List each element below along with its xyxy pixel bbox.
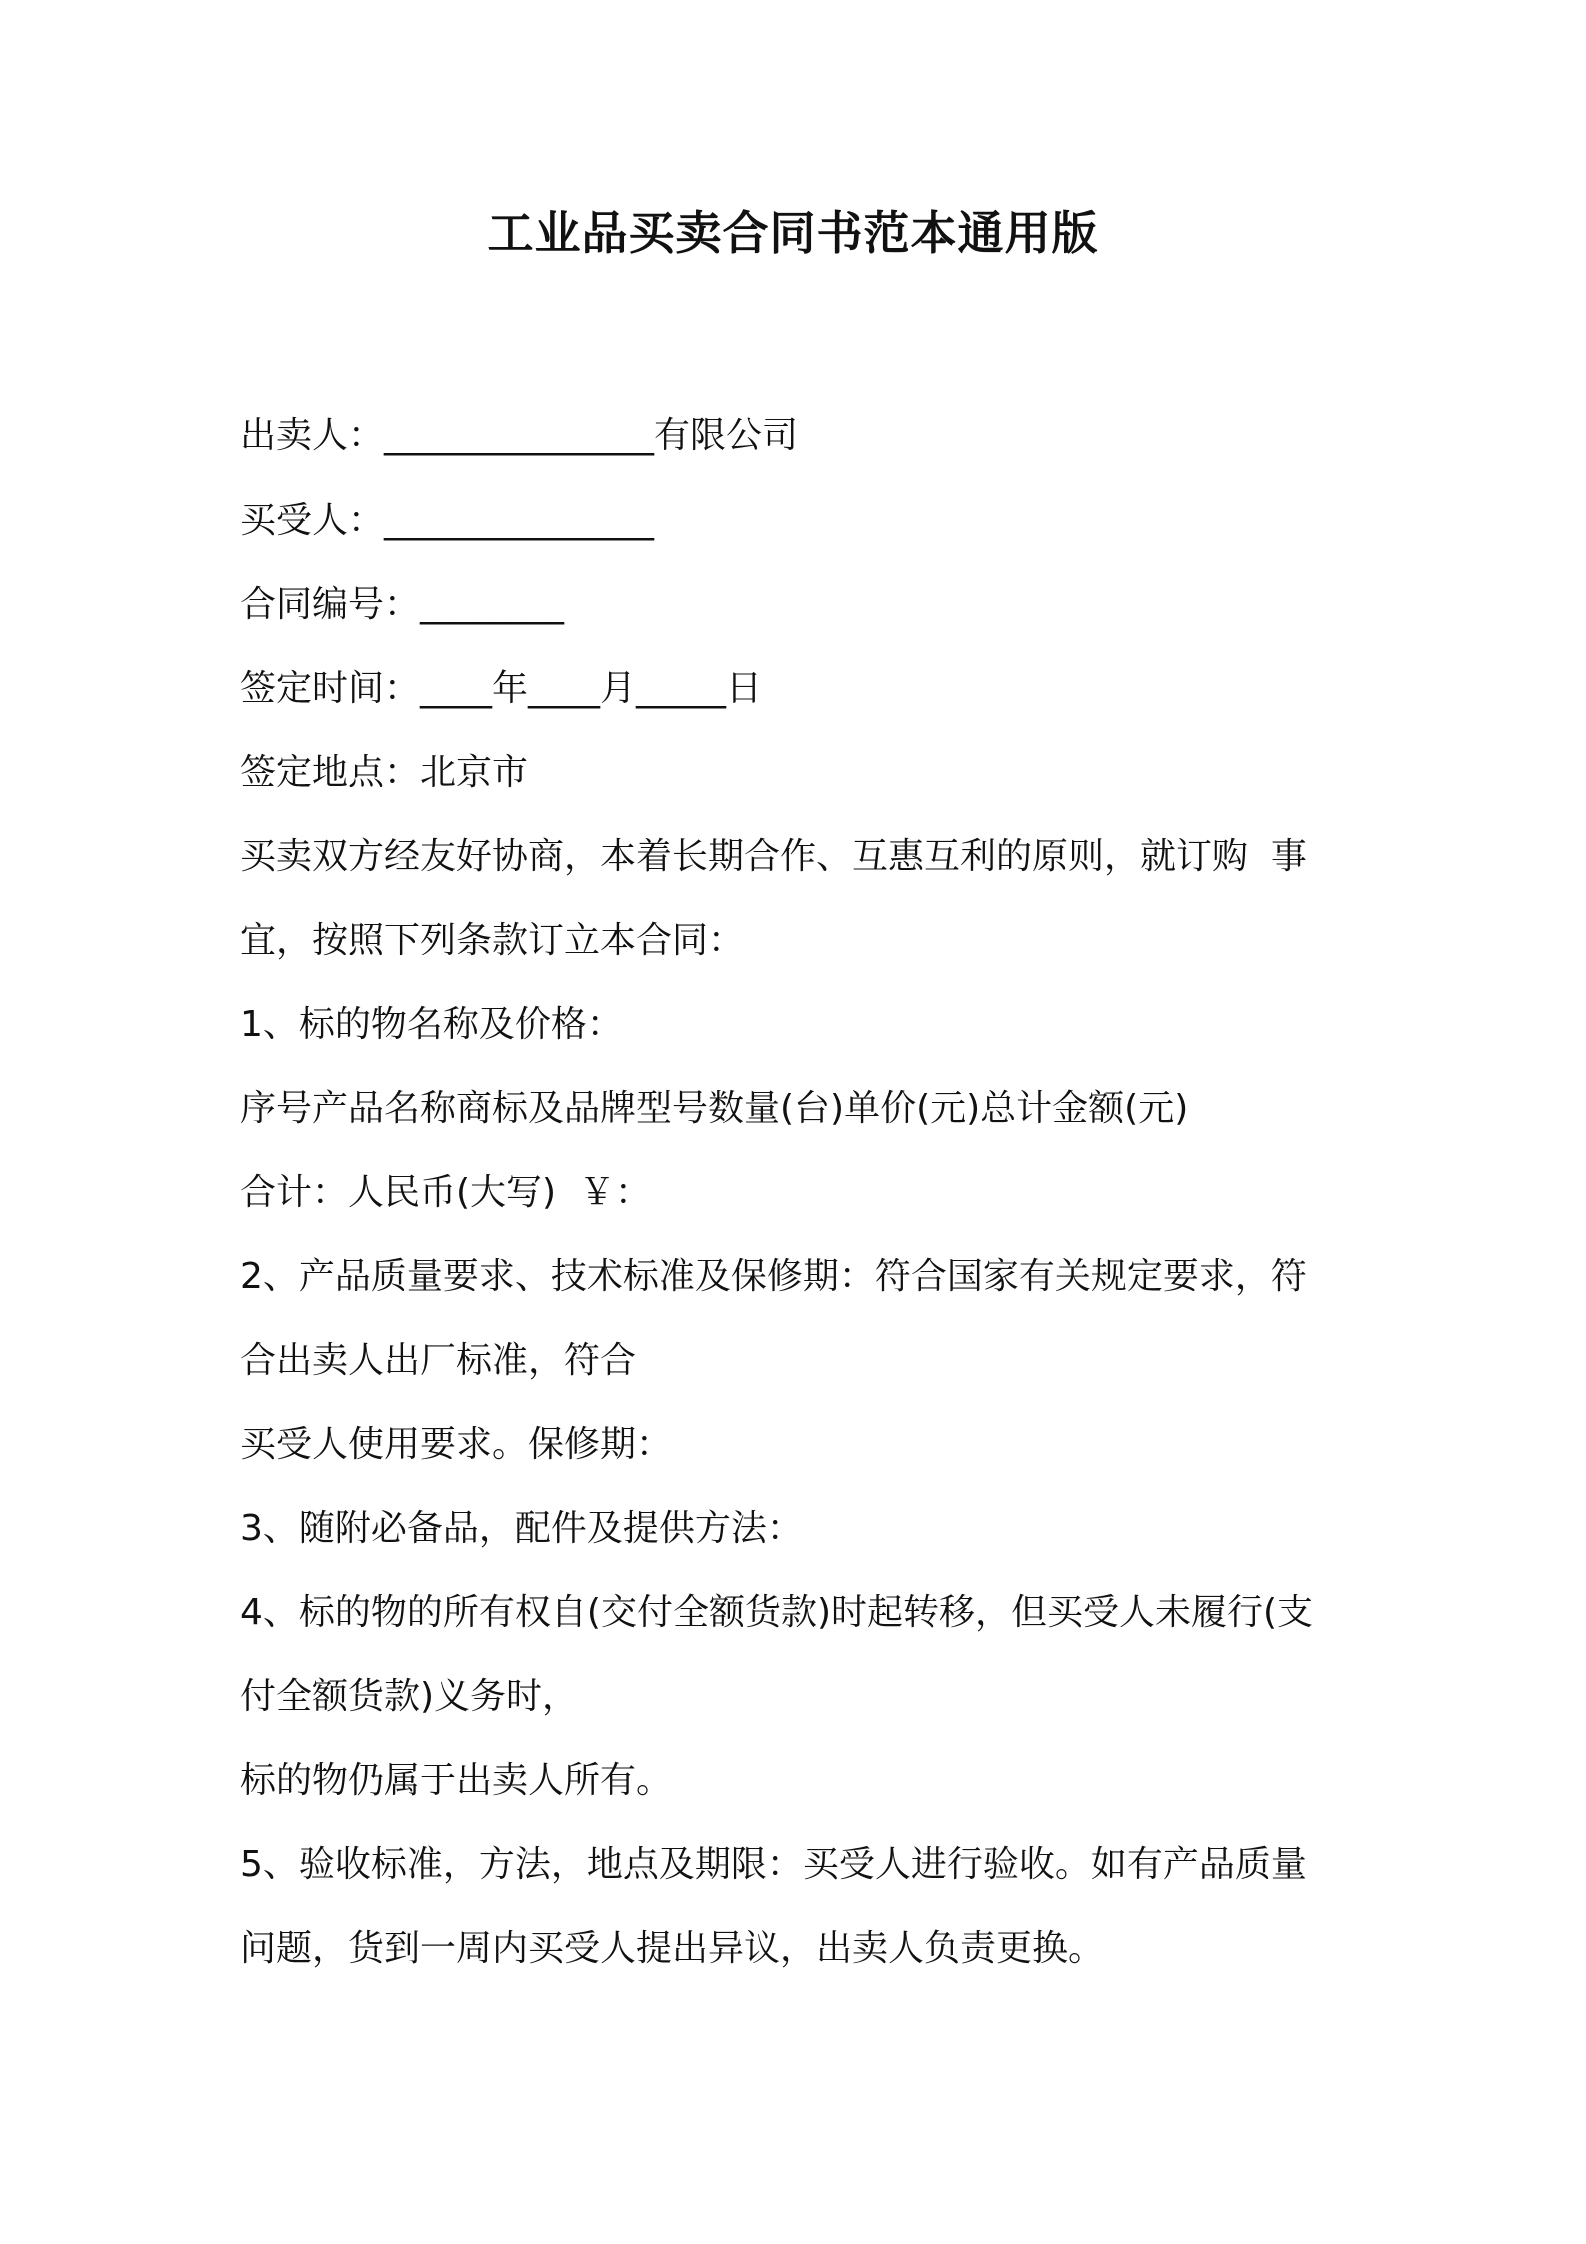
- total-line: 合计：人民币(大写) ￥：: [240, 1172, 651, 1213]
- signing-place-line: 签定地点：北京市: [240, 752, 529, 793]
- signing-date-line: 签定时间：____年____月_____日: [240, 668, 763, 709]
- clause-4-line-3: 标的物仍属于出卖人所有。: [240, 1760, 673, 1801]
- buyer-line: 买受人：_______________: [240, 500, 655, 541]
- seller-line: 出卖人：_______________有限公司: [240, 415, 799, 456]
- clause-2-line-3: 买受人使用要求。保修期：: [240, 1424, 673, 1465]
- clause-3-line: 3、随附必备品，配件及提供方法：: [240, 1508, 803, 1549]
- clause-1-heading: 1、标的物名称及价格：: [240, 1004, 623, 1045]
- clause-5-line-2: 问题，货到一周内买受人提出异议，出卖人负责更换。: [240, 1928, 1105, 1969]
- document-title: 工业品买卖合同书范本通用版: [487, 206, 1099, 260]
- clause-2-line-1: 2、产品质量要求、技术标准及保修期：符合国家有关规定要求，符: [240, 1256, 1307, 1297]
- clause-4-line-2: 付全额货款)义务时，: [240, 1676, 579, 1717]
- table-header-line: 序号产品名称商标及品牌型号数量(台)单价(元)总计金额(元): [240, 1088, 1189, 1129]
- clause-2-line-2: 合出卖人出厂标准，符合: [240, 1340, 637, 1381]
- clause-4-line-1: 4、标的物的所有权自(交付全额货款)时起转移，但买受人未履行(支: [240, 1592, 1314, 1633]
- contract-number-line: 合同编号：________: [240, 584, 565, 625]
- intro-paragraph-line-2: 宜，按照下列条款订立本合同：: [240, 920, 745, 961]
- clause-5-line-1: 5、验收标准，方法，地点及期限：买受人进行验收。如有产品质量: [240, 1844, 1307, 1885]
- intro-paragraph-line-1: 买卖双方经友好协商，本着长期合作、互惠互利的原则，就订购 事: [240, 836, 1307, 877]
